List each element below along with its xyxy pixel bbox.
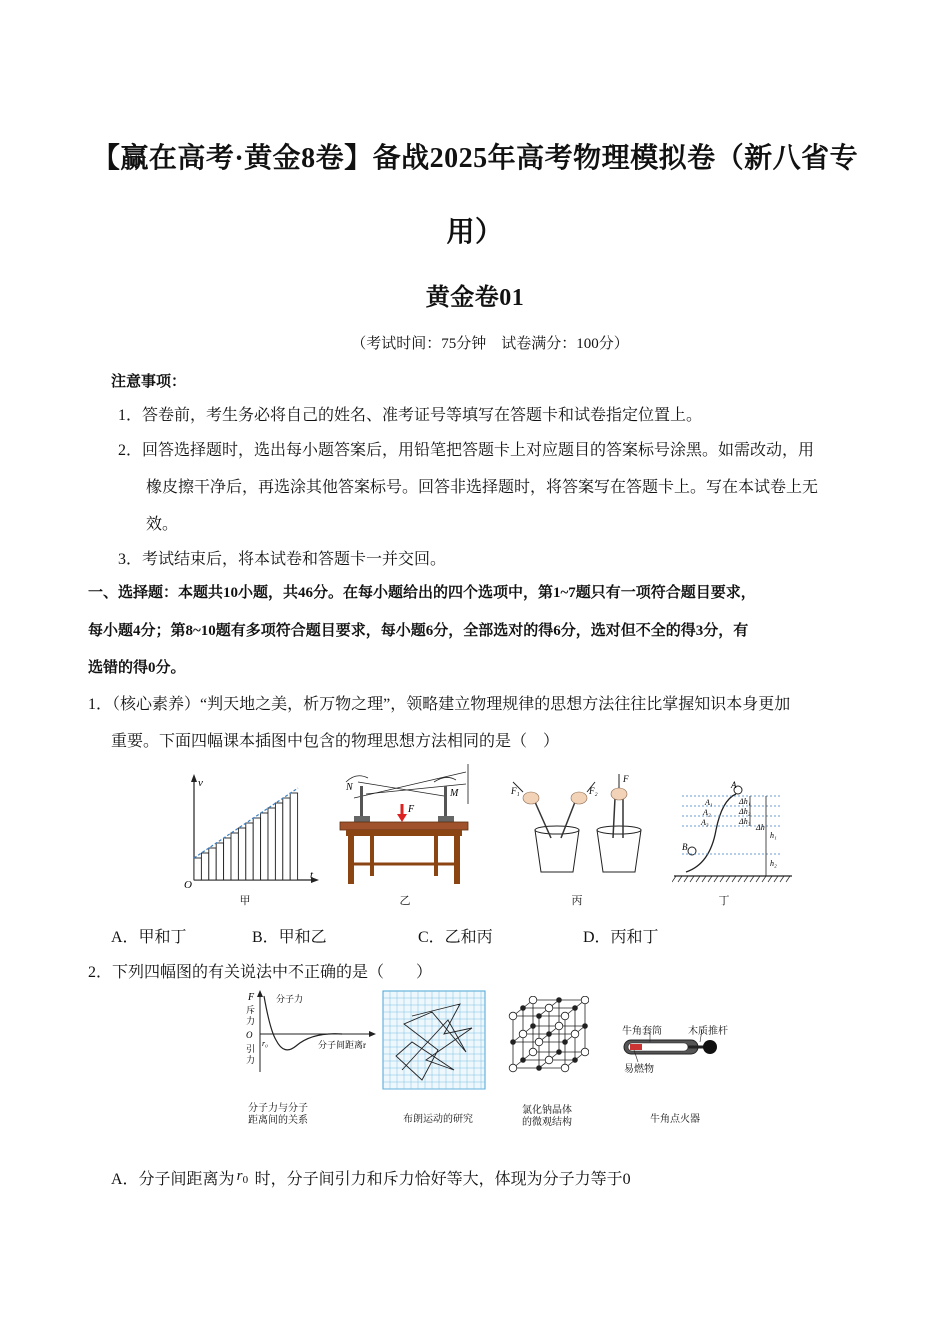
yi-label-m: M (450, 788, 459, 799)
q2-option-a-post: 时，分子间引力和斥力恰好等大，体现为分子力等于0 (254, 1171, 631, 1188)
section1-line1: 一、选择题：本题共10小题，共46分。在每小题给出的四个选项中，第1~7题只有一项符合题目要求， (88, 585, 756, 601)
fig1-axis-label: 分子间距离r (318, 1040, 366, 1050)
fig1-label-repulsion-2: 力 (246, 1016, 256, 1026)
notice-item-2-cont2: 效。 (146, 516, 179, 533)
q2-option-a-pre: A．分子间距离为 (111, 1171, 235, 1188)
q1-caption-jia: 甲 (239, 895, 251, 907)
section1-line3: 选错的得0分。 (88, 660, 186, 676)
fig1-label-attract-2: 力 (246, 1055, 256, 1065)
q1-option-b[interactable]: B．甲和乙 (252, 929, 327, 946)
ding-label-a1: A₁ (705, 798, 713, 807)
ding-label-dh2: Δh₂ (739, 807, 751, 816)
exam-info: （考试时间：75分钟 试卷满分：100分） (351, 336, 629, 352)
ding-label-a3: A₃ (701, 818, 709, 827)
q2-figure-brownian (382, 990, 486, 1090)
bing-label-f2: F₂ (589, 786, 598, 796)
ding-label-b: B (682, 842, 688, 852)
jia-origin: O (184, 879, 192, 888)
q2-caption-fig4: 牛角点火器 (650, 1114, 700, 1125)
q1-option-d[interactable]: D．丙和丁 (583, 929, 659, 946)
jia-axis-v: v (198, 777, 203, 789)
q1-stem-line2: 重要。下面四幅课本插图中包含的物理思想方法相同的是（ ） (111, 733, 560, 750)
fig1-label-o: O (246, 1030, 253, 1040)
notice-item-2: 2．回答选择题时，选出每小题答案后，用铅笔把答题卡上对应题目的答案标号涂黑。如需改动，用 (118, 442, 815, 459)
notice-item-2-cont: 橡皮擦干净后，再选涂其他答案标号。回答非选择题时，将答案写在答题卡上。写在本试卷上无 (146, 479, 819, 496)
fig1-curve-label: 分子力 (276, 994, 304, 1004)
paper-title-line1: 【赢在高考·黄金8卷】备战2025年高考物理模拟卷（新八省专 (91, 143, 859, 174)
q1-figure-bing (505, 772, 645, 878)
bing-label-f1: F₁ (511, 786, 520, 796)
q1-figure-jia (180, 772, 320, 888)
q2-caption-fig2: 布朗运动的研究 (403, 1114, 473, 1125)
q1-option-c[interactable]: C．乙和丙 (418, 929, 493, 946)
jia-axis-t: t (310, 869, 314, 881)
q1-figure-ding (672, 780, 796, 884)
paper-subtitle: 黄金卷01 (425, 285, 525, 311)
yi-label-n: N (346, 782, 353, 793)
ding-label-h2: h₂ (770, 859, 777, 868)
q1-stem-line1: 1．（核心素养）“判天地之美，析万物之理”，领略建立物理规律的思想方法往往比掌握知识本身更加 (88, 696, 791, 713)
q1-caption-bing: 丙 (571, 895, 583, 907)
ding-label-dh1: Δh₁ (739, 797, 751, 806)
q2-figure-molecular-force (242, 990, 376, 1078)
fig1-label-r0: r₀ (262, 1039, 268, 1048)
fig1-label-repulsion-1: 斥 (246, 1005, 256, 1015)
q2-stem: 2．下列四幅图的有关说法中不正确的是（ ） (88, 964, 433, 981)
yi-label-f: F (408, 804, 415, 815)
q1-figure-yi (336, 764, 476, 888)
fig1-label-attract-1: 引 (246, 1044, 256, 1054)
ding-label-dh: Δh (756, 823, 765, 832)
lighter-label-fuel: 易燃物 (624, 1064, 654, 1075)
ding-label-a2: A₂ (703, 808, 711, 817)
ding-label-a: A (731, 780, 737, 790)
notice-item-1: 1．答卷前，考生务必将自己的姓名、准考证号等填写在答题卡和试卷指定位置上。 (118, 407, 703, 424)
lighter-label-rod: 木质推杆 (688, 1026, 728, 1037)
q1-option-a[interactable]: A．甲和丁 (111, 929, 187, 946)
q2-option-a[interactable]: A．分子间距离为 r 0 时，分子间引力和斥力恰好等大，体现为分子力等于0 (111, 1168, 631, 1188)
q2-caption-fig3: 氯化钠晶体 的微观结构 (522, 1105, 572, 1128)
bing-label-f: F (623, 774, 629, 784)
q1-caption-yi: 乙 (399, 895, 411, 907)
paper-title-line2: 用） (446, 217, 504, 248)
ding-label-h1: h₁ (770, 831, 777, 840)
ding-label-dh3: Δh₃ (739, 817, 751, 826)
notice-heading: 注意事项： (111, 374, 187, 390)
q2-caption-fig1: 分子力与分子 距离间的关系 (248, 1103, 308, 1126)
lighter-label-sleeve: 牛角套筒 (622, 1026, 662, 1037)
notice-item-3: 3．考试结束后，将本试卷和答题卡一并交回。 (118, 551, 447, 568)
section1-line2: 每小题4分；第8~10题有多项符合题目要求，每小题6分，全部选对的得6分，选对但不全的得3分，有 (88, 623, 749, 639)
q1-caption-ding: 丁 (718, 895, 730, 907)
fig1-label-f: F (248, 992, 255, 1003)
q2-figure-nacl (505, 996, 589, 1080)
